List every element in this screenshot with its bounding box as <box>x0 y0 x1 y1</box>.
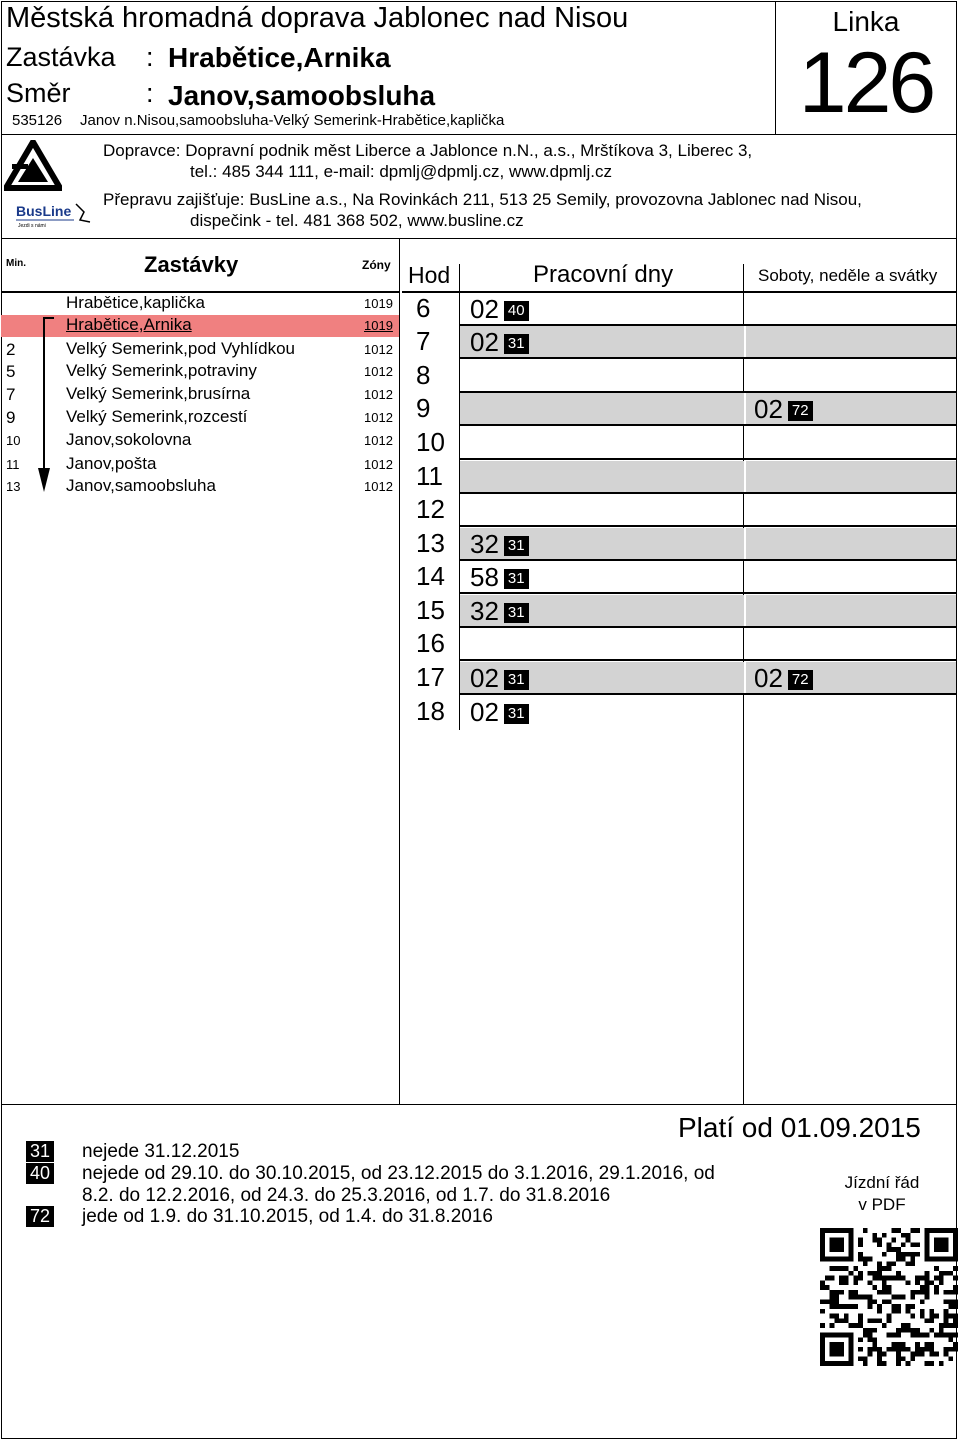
stop-name: Hrabětice,kaplička <box>66 293 205 312</box>
weekdays-header: Pracovní dny <box>533 261 674 288</box>
subcontractor-line-1: Přepravu zajišťuje: BusLine a.s., Na Rovinkách 211, 513 25 Semily, provozovna Jablonec nad Nisou, <box>103 190 862 209</box>
stop-row-current <box>1 315 399 337</box>
departure-note: 72 <box>788 401 813 421</box>
direction-arrow-icon <box>34 312 56 494</box>
hour-row <box>402 561 956 594</box>
hour-row <box>402 528 956 561</box>
hour-row <box>402 293 956 326</box>
weekend-cell <box>746 595 956 626</box>
stop-row <box>0 476 398 498</box>
weekday-departure <box>470 562 529 593</box>
line-number: 126 <box>798 35 934 131</box>
weekend-cell <box>746 494 956 525</box>
weekday-cell <box>460 360 744 391</box>
header-divider <box>1 134 957 135</box>
pdf-link-line-1: Jízdní řád <box>844 1173 920 1192</box>
pdf-link-line-2: v PDF <box>858 1195 906 1214</box>
weekday-departure <box>470 663 529 694</box>
weekend-cell <box>746 528 956 559</box>
stop-name: Janov,pošta <box>66 454 157 473</box>
hour-row <box>402 696 956 729</box>
hour-label: 12 <box>416 494 445 524</box>
stop-row <box>0 339 398 361</box>
row-divider <box>460 525 956 527</box>
departure-note: 31 <box>504 536 529 556</box>
route-code: 535126 <box>12 112 63 129</box>
stop-minutes: 7 <box>6 385 16 404</box>
hour-label: 15 <box>416 595 445 625</box>
weekday-cell <box>460 461 744 492</box>
hour-row <box>402 393 956 426</box>
departure-note: 31 <box>504 704 529 724</box>
stop-zone: 1012 <box>364 433 393 448</box>
row-divider <box>460 424 956 426</box>
hour-label: 7 <box>416 326 431 356</box>
hour-label: 17 <box>416 662 445 692</box>
departure-minute: 02 <box>754 394 783 424</box>
row-divider <box>460 693 956 695</box>
subcontractor-line-2: dispečink - tel. 481 368 502, www.busline.cz <box>190 211 524 230</box>
stop-name: Janov,sokolovna <box>66 430 192 449</box>
row-divider <box>460 592 956 594</box>
hour-label: 13 <box>416 528 445 558</box>
weekday-departure <box>470 596 529 627</box>
stop-row <box>0 361 398 383</box>
stop-zone: 1012 <box>364 387 393 402</box>
row-divider <box>460 357 956 359</box>
footnote-code: 72 <box>26 1206 54 1227</box>
hour-label: 8 <box>416 360 431 390</box>
footnote-row <box>26 1163 715 1185</box>
busline-logo-icon <box>14 200 94 230</box>
departure-minute: 02 <box>470 663 499 693</box>
departure-minute: 02 <box>470 697 499 727</box>
direction-name: Janov,samoobsluha <box>168 80 436 111</box>
weekend-cell <box>746 326 956 357</box>
stop-name: Janov,samoobsluha <box>66 476 216 495</box>
line-label: Linka <box>832 6 900 37</box>
weekday-cell <box>460 393 744 424</box>
footnote-text: 8.2. do 12.2.2016, od 24.3. do 25.3.2016, od 1.7. do 31.8.2016 <box>82 1185 611 1206</box>
route-description: Janov n.Nisou,samoobsluha-Velký Semerink-Hrabětice,kaplička <box>80 112 505 129</box>
hour-label: 9 <box>416 393 431 423</box>
stop-label: Zastávka <box>6 42 116 72</box>
weekend-header: Soboty, neděle a svátky <box>758 266 938 285</box>
stop-name: Hrabětice,Arnika <box>66 315 192 334</box>
direction-separator: : <box>146 78 154 108</box>
stop-zone: 1012 <box>364 364 393 379</box>
stop-zone: 1012 <box>364 457 393 472</box>
hour-row <box>402 360 956 393</box>
busline-logo <box>14 200 94 235</box>
weekend-cell <box>746 628 956 659</box>
hour-label: 11 <box>416 461 443 491</box>
stop-row <box>0 384 398 406</box>
weekday-departure <box>470 529 529 560</box>
departure-note: 31 <box>504 670 529 690</box>
operator-line-2: tel.: 485 344 111, e-mail: dpmlj@dpmlj.cz, www.dpmlj.cz <box>190 162 612 181</box>
stop-name: Hrabětice,Arnika <box>168 42 391 73</box>
hour-row <box>402 628 956 661</box>
weekday-cell <box>460 494 744 525</box>
stop-row <box>0 293 398 315</box>
weekday-cell <box>460 628 744 659</box>
stop-minutes: 2 <box>6 340 16 359</box>
footnote-row <box>26 1206 493 1228</box>
hour-label: 14 <box>416 561 445 591</box>
footnote-text: nejede 31.12.2015 <box>82 1141 240 1162</box>
departure-minute: 02 <box>470 327 499 357</box>
weekend-cell <box>746 360 956 391</box>
departure-minute: 02 <box>754 663 783 693</box>
pdf-link[interactable] <box>820 1172 944 1216</box>
row-divider <box>460 458 956 460</box>
footnote-text: nejede od 29.10. do 30.10.2015, od 23.12.2015 do 3.1.2016, 29.1.2016, od <box>82 1163 715 1184</box>
weekday-departure <box>470 294 529 325</box>
stop-row <box>0 454 398 476</box>
departure-note: 31 <box>504 334 529 354</box>
minutes-header: Min. <box>6 258 26 269</box>
qr-code-icon[interactable] <box>820 1228 958 1366</box>
stop-zone: 1019 <box>364 296 393 311</box>
hour-header: Hod <box>408 262 451 288</box>
hour-row <box>402 494 956 527</box>
stop-zone: 1019 <box>364 318 393 333</box>
operator-line-1: Dopravce: Dopravní podnik měst Liberce a Jablonce n.N., a.s., Mrštíkova 3, Liberec 3, <box>103 141 753 160</box>
footer-divider <box>1 1104 957 1105</box>
weekday-cell <box>460 427 744 458</box>
hour-label: 10 <box>416 427 445 457</box>
departure-note: 40 <box>504 301 529 321</box>
departure-note: 31 <box>504 603 529 623</box>
weekday-departure <box>470 697 529 728</box>
weekend-cell <box>746 427 956 458</box>
footnote-text: jede od 1.9. do 31.10.2015, od 1.4. do 31.8.2016 <box>82 1206 493 1227</box>
weekend-cell <box>746 696 956 727</box>
page-title: Městská hromadná doprava Jablonec nad Nisou <box>6 2 629 34</box>
hour-label: 18 <box>416 696 445 726</box>
footnote-row <box>26 1141 240 1163</box>
departure-minute: 02 <box>470 294 499 324</box>
stop-separator: : <box>146 42 154 72</box>
stop-zone: 1012 <box>364 479 393 494</box>
departure-minute: 32 <box>470 596 499 626</box>
weekday-departure <box>470 327 529 358</box>
stops-timetable-divider <box>399 238 400 1104</box>
stop-name: Velký Semerink,potraviny <box>66 361 257 380</box>
hour-row <box>402 427 956 460</box>
weekend-departure <box>754 394 813 425</box>
direction-label: Směr <box>6 78 71 108</box>
weekend-cell <box>746 561 956 592</box>
hour-row <box>402 326 956 359</box>
hour-row <box>402 461 956 494</box>
stop-minutes: 11 <box>6 457 20 472</box>
hour-label: 16 <box>416 628 445 658</box>
svg-text:Jezdi s námi: Jezdi s námi <box>18 223 46 229</box>
stop-zone: 1012 <box>364 342 393 357</box>
zones-header: Zóny <box>362 258 391 272</box>
departure-minute: 58 <box>470 562 499 592</box>
weekend-cell <box>746 461 956 492</box>
row-divider <box>460 659 956 661</box>
footnote-code: 31 <box>26 1141 54 1162</box>
carrier-divider <box>1 238 957 239</box>
stop-name: Velký Semerink,pod Vyhlídkou <box>66 339 295 358</box>
stop-name: Velký Semerink,brusírna <box>66 384 251 403</box>
departure-minute: 32 <box>470 529 499 559</box>
svg-text:BusLine: BusLine <box>16 203 72 219</box>
departure-note: 72 <box>788 670 813 690</box>
hour-row <box>402 595 956 628</box>
weekend-cell <box>746 293 956 324</box>
stop-name: Velký Semerink,rozcestí <box>66 407 248 426</box>
stop-minutes: 5 <box>6 362 16 381</box>
weekend-departure <box>754 663 813 694</box>
stops-header: Zastávky <box>144 252 239 277</box>
footnote-code: 40 <box>26 1163 54 1184</box>
stop-minutes: 9 <box>6 408 16 427</box>
stop-zone: 1012 <box>364 410 393 425</box>
stop-row <box>0 407 398 429</box>
stop-minutes: 13 <box>6 479 21 494</box>
dpmlj-logo-icon <box>4 140 62 192</box>
hour-label: 6 <box>416 293 431 323</box>
valid-from: Platí od 01.09.2015 <box>678 1112 921 1143</box>
hour-row <box>402 662 956 695</box>
stop-row <box>0 430 398 452</box>
stop-minutes: 10 <box>6 433 21 448</box>
departure-note: 31 <box>504 569 529 589</box>
